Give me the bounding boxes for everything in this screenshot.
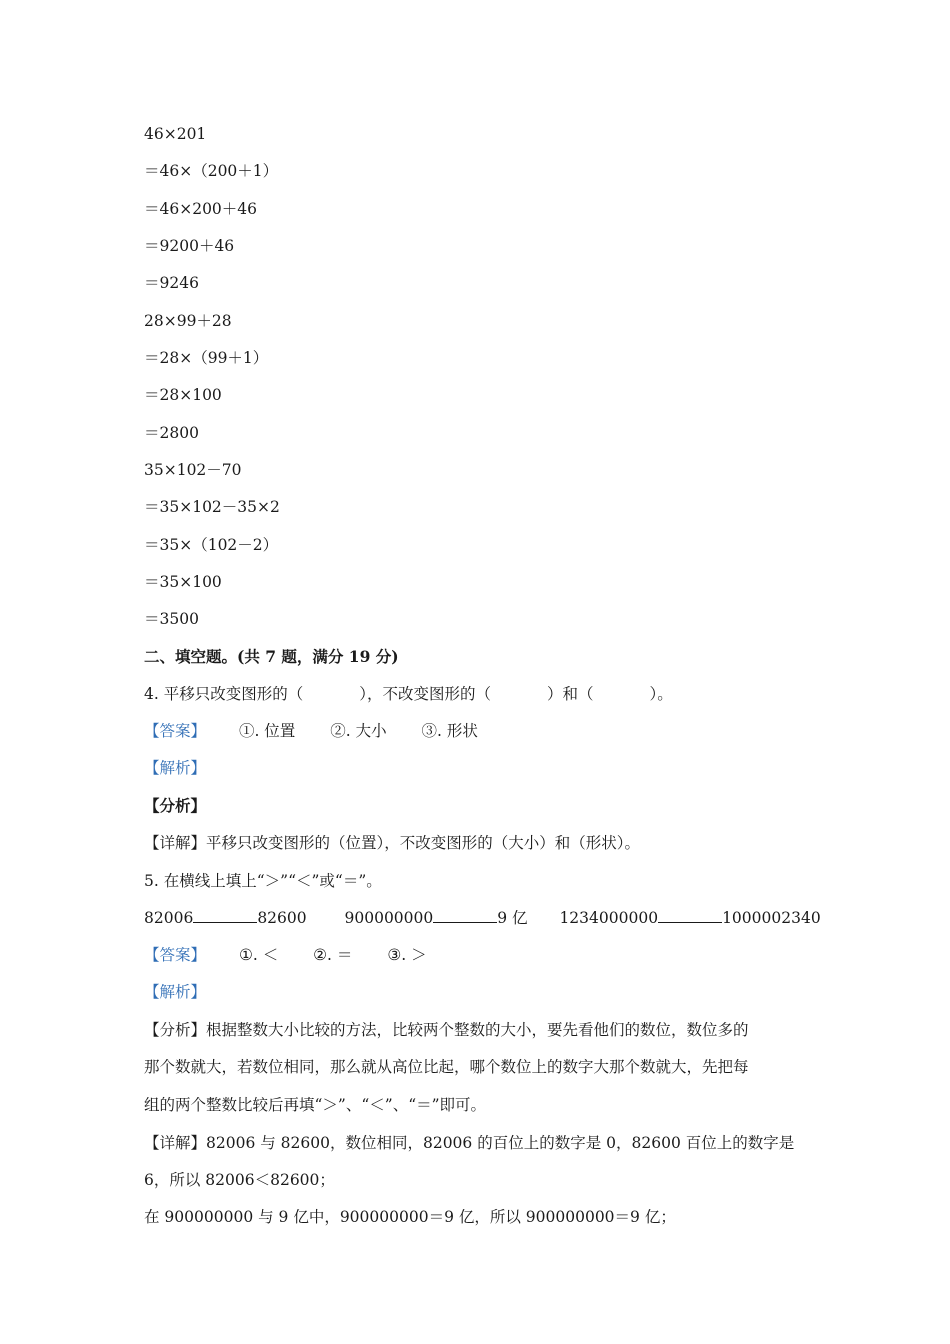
q4-answer <box>144 721 478 741</box>
q5-detail-line: 【详解】82006 与 82600，数位相同，82006 的百位上的数字是 0，82600 百位上的数字是 <box>144 1134 795 1152</box>
q5-answer-2: ②. ＝ <box>313 946 353 964</box>
q4-text-d: ）。 <box>649 685 673 703</box>
c2-left: 900000000 <box>344 909 434 927</box>
q4-text-c: ）和（ <box>546 685 594 703</box>
answer-tag: 【答案】 <box>144 946 207 964</box>
calc-line: 35×102－70 <box>144 461 242 479</box>
calc-line: ＝35×100 <box>144 573 222 591</box>
calc-line: ＝35×102－35×2 <box>144 498 280 516</box>
q4-detail: 【详解】平移只改变图形的（位置），不改变图形的（大小）和（形状）。 <box>144 834 641 852</box>
q5-comparisons <box>144 908 821 928</box>
c2-right: 9 亿 <box>497 909 528 927</box>
calc-line: ＝46×（200＋1） <box>144 162 279 180</box>
q4-text-b: ），不改变图形的（ <box>359 685 491 703</box>
c1-right: 82600 <box>257 909 307 927</box>
calc-line: ＝3500 <box>144 610 199 628</box>
jiexi-tag: 【解析】 <box>144 759 207 777</box>
q5-answer-1: ①. ＜ <box>238 946 279 964</box>
calc-line: ＝28×100 <box>144 386 222 404</box>
c1-left: 82006 <box>144 909 194 927</box>
calc-line: ＝9246 <box>144 274 199 292</box>
q5-analysis-line: 【分析】根据整数大小比较的方法，比较两个整数的大小，要先看他们的数位，数位多的 <box>144 1021 749 1039</box>
q5-answer-3: ③. ＞ <box>387 946 427 964</box>
q5-analysis-line: 组的两个整数比较后再填“＞”、“＜”、“＝”即可。 <box>144 1096 487 1114</box>
jiexi-tag: 【解析】 <box>144 983 207 1001</box>
question-5: 5. 在横线上填上“＞”“＜”或“＝”。 <box>144 872 382 890</box>
calc-line: ＝35×（102－2） <box>144 536 279 554</box>
fenxi-tag: 【分析】 <box>144 796 207 815</box>
q4-answer-2: ②. 大小 <box>330 722 387 740</box>
calc-line: ＝28×（99＋1） <box>144 349 269 367</box>
calc-line: ＝46×200＋46 <box>144 200 258 218</box>
section-heading: 二、填空题。(共 7 题，满分 19 分) <box>144 647 399 666</box>
q5-analysis-line: 那个数就大，若数位相同，那么就从高位比起，哪个数位上的数字大那个数就大，先把每 <box>144 1058 749 1076</box>
c3-right: 1000002340 <box>722 909 821 927</box>
c2-blank <box>433 908 497 923</box>
c1-blank <box>193 908 257 923</box>
q5-detail-line: 在 900000000 与 9 亿中，900000000＝9 亿，所以 900000000＝9 亿； <box>144 1208 676 1226</box>
c3-blank <box>658 908 722 923</box>
calc-line: ＝9200＋46 <box>144 237 235 255</box>
q5-detail-line: 6，所以 82006＜82600； <box>144 1171 335 1189</box>
question-4 <box>144 684 673 704</box>
answer-tag: 【答案】 <box>144 722 207 740</box>
q4-answer-3: ③. 形状 <box>421 722 478 740</box>
q5-answer <box>144 945 427 965</box>
calc-line: 46×201 <box>144 125 207 143</box>
c3-left: 1234000000 <box>559 909 659 927</box>
calc-line: ＝2800 <box>144 424 199 442</box>
q4-text-a: 4. 平移只改变图形的（ <box>144 685 304 703</box>
q4-answer-1: ①. 位置 <box>238 722 296 740</box>
calc-line: 28×99＋28 <box>144 312 232 330</box>
